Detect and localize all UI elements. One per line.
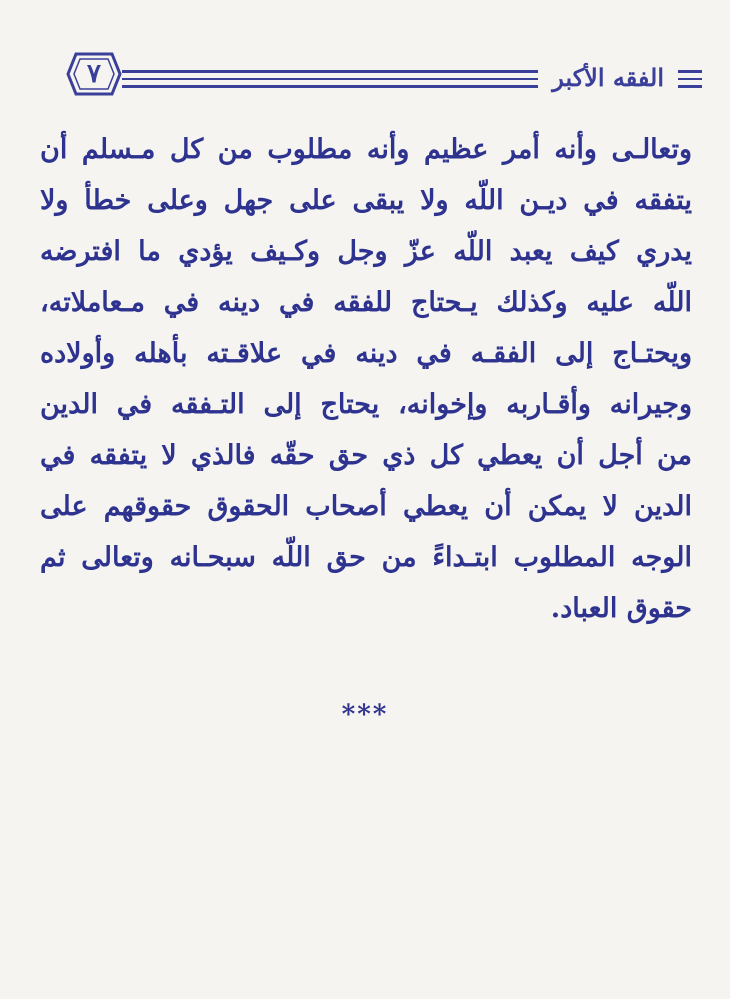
- body-text: [40, 124, 692, 634]
- text-line: الوجه المطلوب ابتـداءً من حق اللّه سبحـانه وتعالى ثم: [40, 542, 692, 573]
- page-header: [0, 52, 730, 112]
- page-number: ٧: [87, 59, 101, 89]
- text-line: يدري كيف يعبد اللّه عزّ وجل وكـيف يؤدي ما افترضه: [40, 236, 692, 267]
- text-line: من أجل أن يعطي كل ذي حق حقّه فالذي لا يتفقه في: [40, 440, 692, 471]
- text-line: وتعالـى وأنه أمر عظيم وأنه مطلوب من كل مـسلم أن: [40, 134, 692, 165]
- text-line: يتفقه في ديـن اللّه ولا يبقى على جهل وعلى خطأ ولا: [40, 185, 692, 216]
- text-line: ويحتـاج إلى الفقـه في دينه في علاقـته بأهله وأولاده: [40, 338, 692, 369]
- text-line: وجيرانه وأقـاربه وإخوانه، يحتاج إلى التـفقه في الدين: [40, 389, 692, 420]
- page-number-badge: [66, 52, 122, 96]
- text-line: اللّه عليه وكذلك يـحتاج للفقه في دينه في مـعاملاته،: [40, 287, 692, 318]
- text-line: الدين لا يمكن أن يعطي أصحاب الحقوق حقوقهم على: [40, 491, 692, 522]
- section-separator: ***: [341, 700, 389, 730]
- text-line: حقوق العباد.: [550, 593, 692, 624]
- running-title: الفقه الأكبر: [538, 56, 678, 100]
